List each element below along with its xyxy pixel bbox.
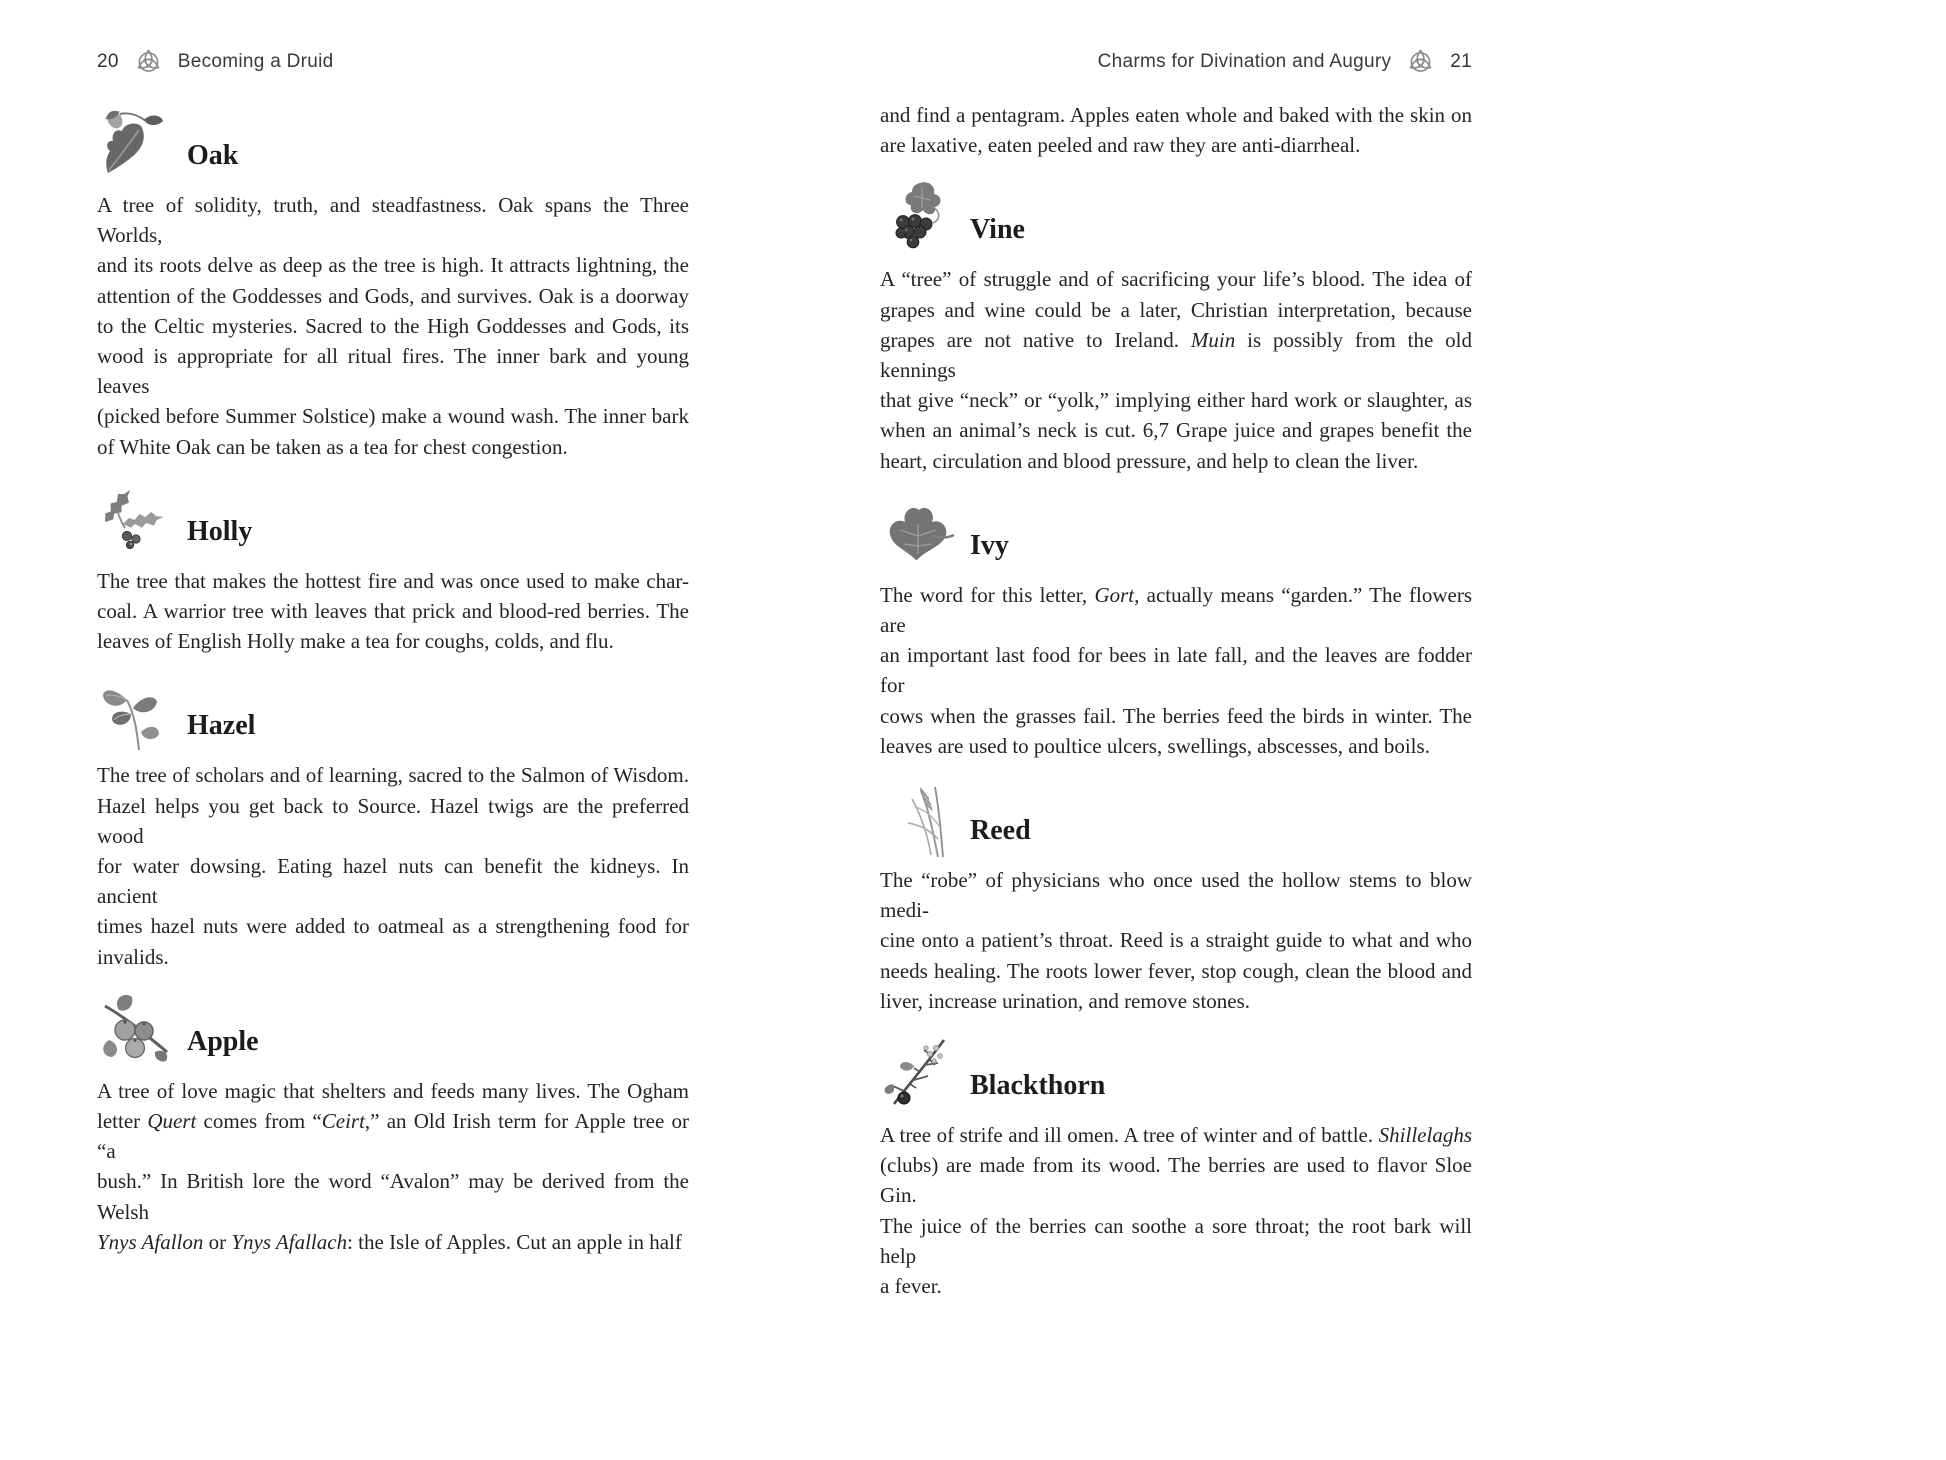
holly-sprig-illustration xyxy=(97,480,175,558)
oak-paragraph-line: attention of the Goddesses and Gods, and survives. Oak is a doorway xyxy=(97,283,689,308)
blackthorn-title: Blackthorn xyxy=(970,1070,1106,1102)
vine-paragraph-line: heart, circulation and blood pressure, and help to clean the liver. xyxy=(880,448,1419,473)
section-paragraph xyxy=(97,190,689,462)
oak-paragraph-line: of White Oak can be taken as a tea for chest congestion. xyxy=(97,434,568,459)
section-head xyxy=(880,775,1472,857)
holly-paragraph-line: coal. A warrior tree with leaves that prick and blood-red berries. The xyxy=(97,599,689,624)
apple-continuation-line: are laxative, eaten peeled and raw they are anti-diarrheal. xyxy=(880,133,1361,158)
section-head xyxy=(880,1030,1472,1112)
grape-vine-illustration xyxy=(880,178,958,256)
section-paragraph xyxy=(880,580,1472,761)
vine-paragraph-line: when an animal’s neck is cut. 6,7 Grape juice and grapes benefit the xyxy=(880,418,1472,443)
vine-paragraph-line: A “tree” of struggle and of sacrificing your life’s blood. The idea of xyxy=(880,267,1472,292)
blackthorn-paragraph-line: A tree of strife and ill omen. A tree of winter and of battle. Shillelaghs xyxy=(880,1123,1472,1148)
apple-continuation-paragraph xyxy=(880,100,1472,160)
page-20 xyxy=(97,48,689,1257)
blackthorn-paragraph-line: The juice of the berries can soothe a sore throat; the root bark will help xyxy=(880,1213,1472,1268)
oak-paragraph-line: A tree of solidity, truth, and steadfastness. Oak spans the Three Worlds, xyxy=(97,193,689,248)
ivy-paragraph-line: an important last food for bees in late fall, and the leaves are fodder for xyxy=(880,643,1472,698)
section-paragraph xyxy=(880,865,1472,1016)
section-paragraph xyxy=(880,1120,1472,1301)
hazel-paragraph-line: The tree of scholars and of learning, sacred to the Salmon of Wisdom. xyxy=(97,763,689,788)
vine-paragraph-line: grapes and wine could be a later, Christian interpretation, because xyxy=(880,297,1472,322)
running-head-left: Becoming a Druid xyxy=(177,51,334,72)
apple-paragraph-line: A tree of love magic that shelters and feeds many lives. The Ogham xyxy=(97,1078,689,1103)
hazel-paragraph-line: for water dowsing. Eating hazel nuts can benefit the kidneys. In ancient xyxy=(97,854,689,909)
hazel-title: Hazel xyxy=(187,710,256,742)
section-paragraph xyxy=(97,1076,689,1257)
apple-branch-illustration xyxy=(97,990,175,1068)
section-head xyxy=(97,986,689,1068)
page-21 xyxy=(880,48,1472,1301)
page-20-header xyxy=(97,48,689,76)
section-paragraph xyxy=(880,264,1472,475)
section-paragraph xyxy=(97,566,689,657)
vine-paragraph-line: that give “neck” or “yolk,” implying either hard work or slaughter, as xyxy=(880,388,1472,413)
hazel-paragraph-line: invalids. xyxy=(97,944,169,969)
oak-paragraph-line: wood is appropriate for all ritual fires. The inner bark and young leaves xyxy=(97,344,689,399)
hazel-section xyxy=(97,670,689,971)
ivy-title: Ivy xyxy=(970,529,1009,561)
section-head xyxy=(97,670,689,752)
section-paragraph xyxy=(97,760,689,971)
blackthorn-paragraph-line: (clubs) are made from its wood. The berries are used to flavor Sloe Gin. xyxy=(880,1153,1472,1208)
holly-title: Holly xyxy=(187,515,253,547)
apple-section xyxy=(97,986,689,1257)
ivy-paragraph-line: cows when the grasses fail. The berries feed the birds in winter. The xyxy=(880,703,1472,728)
page-21-header xyxy=(880,48,1472,76)
reed-paragraph-line: needs healing. The roots lower fever, stop cough, clean the blood and xyxy=(880,958,1472,983)
blackthorn-branch-illustration xyxy=(880,1034,958,1112)
apple-paragraph-line: letter Quert comes from “Ceirt,” an Old Irish term for Apple tree or “a xyxy=(97,1109,690,1164)
hazel-paragraph-line: times hazel nuts were added to oatmeal as a strengthening food for xyxy=(97,914,689,939)
ivy-paragraph-line: The word for this letter, Gort, actually means “garden.” The flowers are xyxy=(880,582,1473,638)
reed-paragraph-line: liver, increase urination, and remove stones. xyxy=(880,988,1251,1013)
section-head xyxy=(97,100,689,182)
apple-title: Apple xyxy=(187,1025,259,1057)
section-head xyxy=(97,476,689,558)
reed-paragraph-line: cine onto a patient’s throat. Reed is a straight guide to what and who xyxy=(880,928,1472,953)
ivy-paragraph-line: leaves are used to poultice ulcers, swellings, abscesses, and boils. xyxy=(880,733,1430,758)
vine-paragraph-line: grapes are not native to Ireland. Muin is possibly from the old kennings xyxy=(880,327,1472,383)
ivy-leaf-illustration xyxy=(880,494,958,572)
hazel-paragraph-line: Hazel helps you get back to Source. Hazel twigs are the preferred wood xyxy=(97,793,689,848)
holly-paragraph-line: leaves of English Holly make a tea for coughs, colds, and flu. xyxy=(97,629,614,654)
oak-title: Oak xyxy=(187,140,239,171)
reed-stems-illustration xyxy=(880,779,958,857)
reed-section xyxy=(880,775,1472,1016)
triquetra-icon xyxy=(135,48,162,76)
holly-paragraph-line: The tree that makes the hottest fire and was once used to make char- xyxy=(97,568,689,593)
oak-section xyxy=(97,100,689,462)
apple-paragraph-line: bush.” In British lore the word “Avalon” may be derived from the Welsh xyxy=(97,1169,689,1224)
page-21-sections xyxy=(880,174,1472,1301)
oak-paragraph-line: and its roots delve as deep as the tree is high. It attracts lightning, the xyxy=(97,253,689,278)
blackthorn-section xyxy=(880,1030,1472,1301)
triquetra-icon xyxy=(1407,48,1434,76)
oak-paragraph-line: (picked before Summer Solstice) make a wound wash. The inner bark xyxy=(97,404,689,429)
page-20-sections xyxy=(97,100,689,1257)
reed-paragraph-line: The “robe” of physicians who once used the hollow stems to blow medi- xyxy=(880,868,1472,923)
vine-section xyxy=(880,174,1472,475)
running-head-right: Charms for Divination and Augury xyxy=(1097,51,1392,72)
hazel-leaves-illustration xyxy=(97,674,175,752)
section-head xyxy=(880,490,1472,572)
holly-section xyxy=(97,476,689,657)
apple-continuation-line: and find a pentagram. Apples eaten whole and baked with the skin on xyxy=(880,103,1472,127)
reed-title: Reed xyxy=(970,815,1031,847)
oak-paragraph-line: to the Celtic mysteries. Sacred to the High Goddesses and Gods, its xyxy=(97,313,689,338)
section-head xyxy=(880,174,1472,256)
apple-paragraph-line: Ynys Afallon or Ynys Afallach: the Isle of Apples. Cut an apple in half xyxy=(97,1229,682,1254)
page-number-left: 20 xyxy=(97,51,119,72)
oak-sprig-illustration xyxy=(97,104,175,182)
vine-title: Vine xyxy=(970,214,1025,246)
ivy-section xyxy=(880,490,1472,761)
blackthorn-paragraph-line: a fever. xyxy=(880,1274,942,1299)
page-number-right: 21 xyxy=(1450,51,1472,72)
